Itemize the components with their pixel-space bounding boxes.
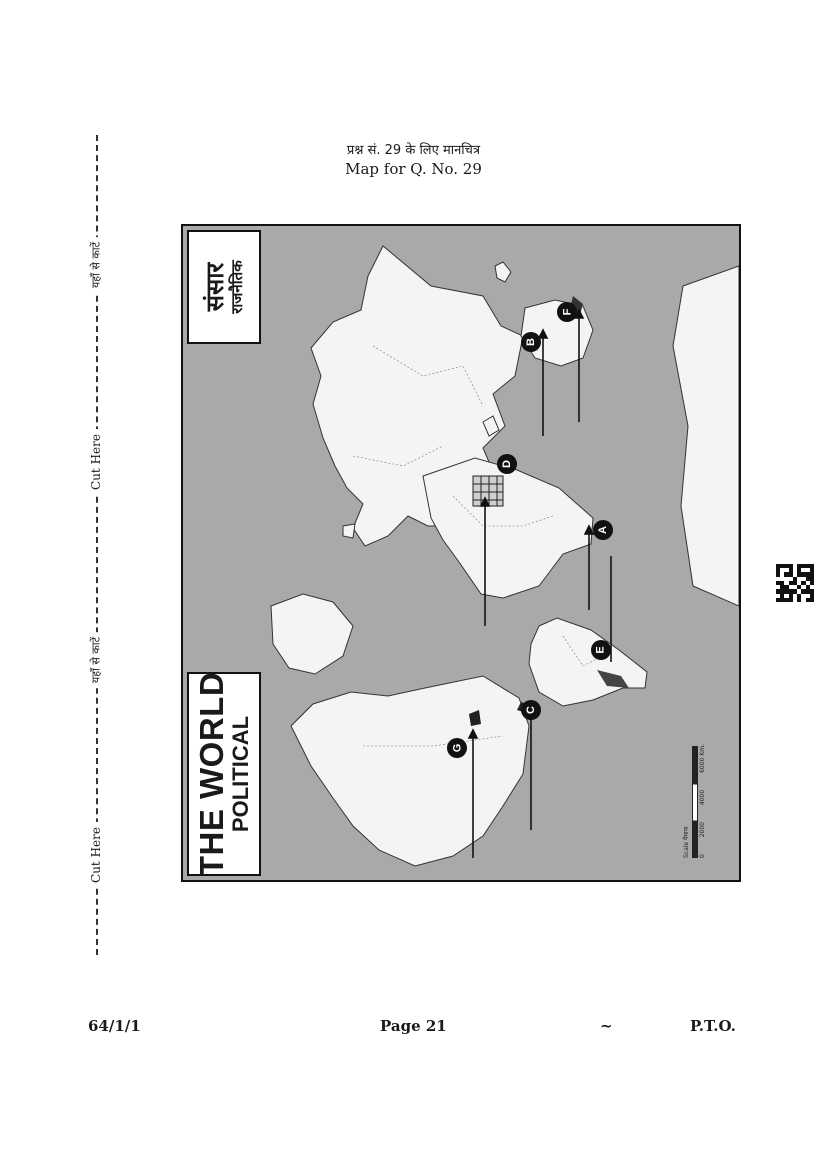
scale-tick-3: 6000 Km. xyxy=(699,744,706,773)
scale-tick-2: 4000 xyxy=(699,789,706,806)
map-subtitle-english: POLITICAL xyxy=(228,715,253,833)
map-drawing xyxy=(183,226,739,880)
cut-label-hindi-top: यहाँ से काटें xyxy=(89,237,104,293)
landmass-north-america xyxy=(291,676,529,866)
map-marker-G: G xyxy=(447,738,467,758)
footer-tilde: ~ xyxy=(600,1017,613,1035)
map-marker-E: E xyxy=(591,640,611,660)
pto-label: P.T.O. xyxy=(690,1017,736,1035)
qr-code xyxy=(776,564,814,602)
map-marker-F: F xyxy=(557,302,577,322)
scale-bar xyxy=(692,746,698,858)
map-marker-D: D xyxy=(497,454,517,474)
map-title-hindi-box xyxy=(187,230,261,344)
map-marker-C: C xyxy=(521,700,541,720)
landmass-greenland xyxy=(271,594,353,674)
map-title-english: THE WORLD xyxy=(193,671,230,877)
page-number: Page 21 xyxy=(380,1017,447,1035)
landmass-south-america xyxy=(529,618,647,706)
world-political-map xyxy=(181,224,741,882)
map-title-hindi: संसार xyxy=(201,262,229,312)
cut-label-hindi-bottom: यहाँ से काटें xyxy=(89,632,104,688)
cut-label-english-bottom: Cut Here xyxy=(89,822,103,888)
map-heading-hindi: प्रश्न सं. 29 के लिए मानचित्र xyxy=(346,143,481,158)
cut-label-english-middle: Cut Here xyxy=(89,429,103,495)
scale-tick-0: 0 xyxy=(699,854,706,858)
map-heading-english: Map for Q. No. 29 xyxy=(345,160,482,178)
map-title-english-box xyxy=(187,672,261,876)
scale-label: Scale पैमाना xyxy=(683,826,690,858)
map-scale xyxy=(671,736,717,866)
map-marker-A: A xyxy=(593,520,613,540)
map-marker-B: B xyxy=(521,332,541,352)
landmass-antarctica xyxy=(673,266,739,606)
map-subtitle-hindi: राजनैतिक xyxy=(228,260,246,314)
paper-code: 64/1/1 xyxy=(88,1017,141,1035)
scale-tick-1: 2000 xyxy=(699,821,706,838)
landmass-africa xyxy=(423,458,593,598)
